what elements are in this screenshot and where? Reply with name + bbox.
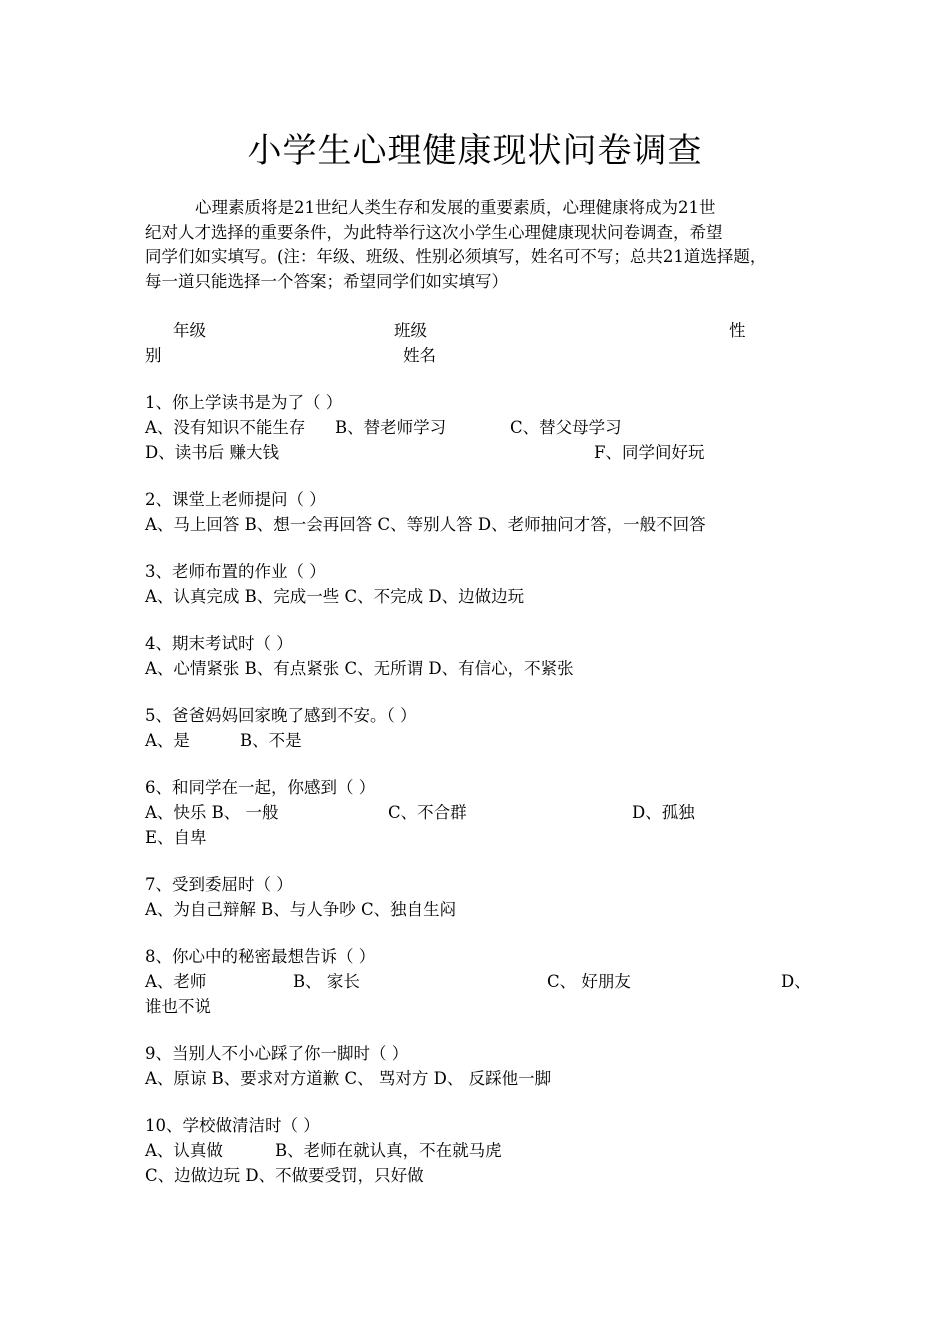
q10-option-cd: C、边做边玩 D、不做要受罚，只好做 (145, 1166, 424, 1185)
question-6: 6、和同学在一起，你感到（ ） (145, 778, 376, 797)
class-label: 班级 (394, 321, 427, 340)
question-2: 2、课堂上老师提问（ ） (145, 490, 326, 509)
q5-option-b: B、不是 (240, 731, 302, 750)
intro-line: 纪对人才选择的重要条件，为此特举行这次小学生心理健康现状问卷调查，希望 (145, 222, 723, 242)
question-7: 7、受到委屈时（ ） (145, 875, 293, 894)
q6-option-d: D、孤独 (632, 803, 695, 822)
grade-label: 年级 (173, 321, 206, 340)
q8-option-d: D、 (781, 972, 811, 991)
q8-option-d-text: 谁也不说 (145, 997, 211, 1016)
intro-line: 每一道只能选择一个答案；希望同学们如实填写） (145, 271, 508, 291)
question-3: 3、老师布置的作业（ ） (145, 562, 326, 581)
q1-option-a: A、没有知识不能生存 (145, 418, 306, 437)
intro-line: 心理素质将是21世纪人类生存和发展的重要素质，心理健康将成为21世 (195, 198, 716, 217)
q1-option-f: F、同学间好玩 (594, 443, 705, 462)
intro-paragraph (145, 196, 820, 294)
q6-option-e: E、自卑 (145, 828, 207, 847)
q9-options: A、原谅 B、要求对方道歉 C、 骂对方 D、 反踩他一脚 (145, 1069, 552, 1088)
q3-options: A、认真完成 B、完成一些 C、不完成 D、边做边玩 (145, 587, 525, 606)
q6-option-ab: A、快乐 B、 一般 (145, 803, 279, 822)
q5-option-a: A、是 (145, 731, 190, 750)
gender-label-cont: 别 (145, 346, 162, 365)
q1-option-d: D、读书后 赚大钱 (145, 443, 279, 462)
question-4: 4、期末考试时（ ） (145, 634, 293, 653)
q10-option-b: B、老师在就认真，不在就马虎 (275, 1141, 502, 1160)
q1-option-b: B、替老师学习 (335, 418, 447, 437)
q1-option-c: C、替父母学习 (510, 418, 622, 437)
q6-option-c: C、不合群 (388, 803, 467, 822)
question-5: 5、爸爸妈妈回家晚了感到不安。（ ） (145, 706, 417, 725)
question-10: 10、学校做清洁时（ ） (145, 1116, 320, 1135)
q8-option-a: A、老师 (145, 972, 207, 991)
question-8: 8、你心中的秘密最想告诉（ ） (145, 947, 376, 966)
q7-options: A、为自己辩解 B、与人争吵 C、独自生闷 (145, 900, 457, 919)
intro-line: 同学们如实填写。(注：年级、班级、性别必须填写，姓名可不写；总共21道选择题， (145, 247, 767, 266)
q8-option-b: B、 家长 (293, 972, 360, 991)
question-1: 1、你上学读书是为了（ ） (145, 393, 343, 412)
name-label: 姓名 (403, 346, 436, 365)
page-title: 小学生心理健康现状问卷调查 (247, 131, 703, 171)
q10-option-a: A、认真做 (145, 1141, 223, 1160)
gender-label: 性 (729, 321, 746, 340)
q2-options: A、马上回答 B、想一会再回答 C、等别人答 D、老师抽问才答，一般不回答 (145, 515, 706, 534)
q8-option-c: C、 好朋友 (547, 972, 631, 991)
question-9: 9、当别人不小心踩了你一脚时（ ） (145, 1044, 409, 1063)
q4-options: A、心情紧张 B、有点紧张 C、无所谓 D、有信心，不紧张 (145, 659, 574, 678)
